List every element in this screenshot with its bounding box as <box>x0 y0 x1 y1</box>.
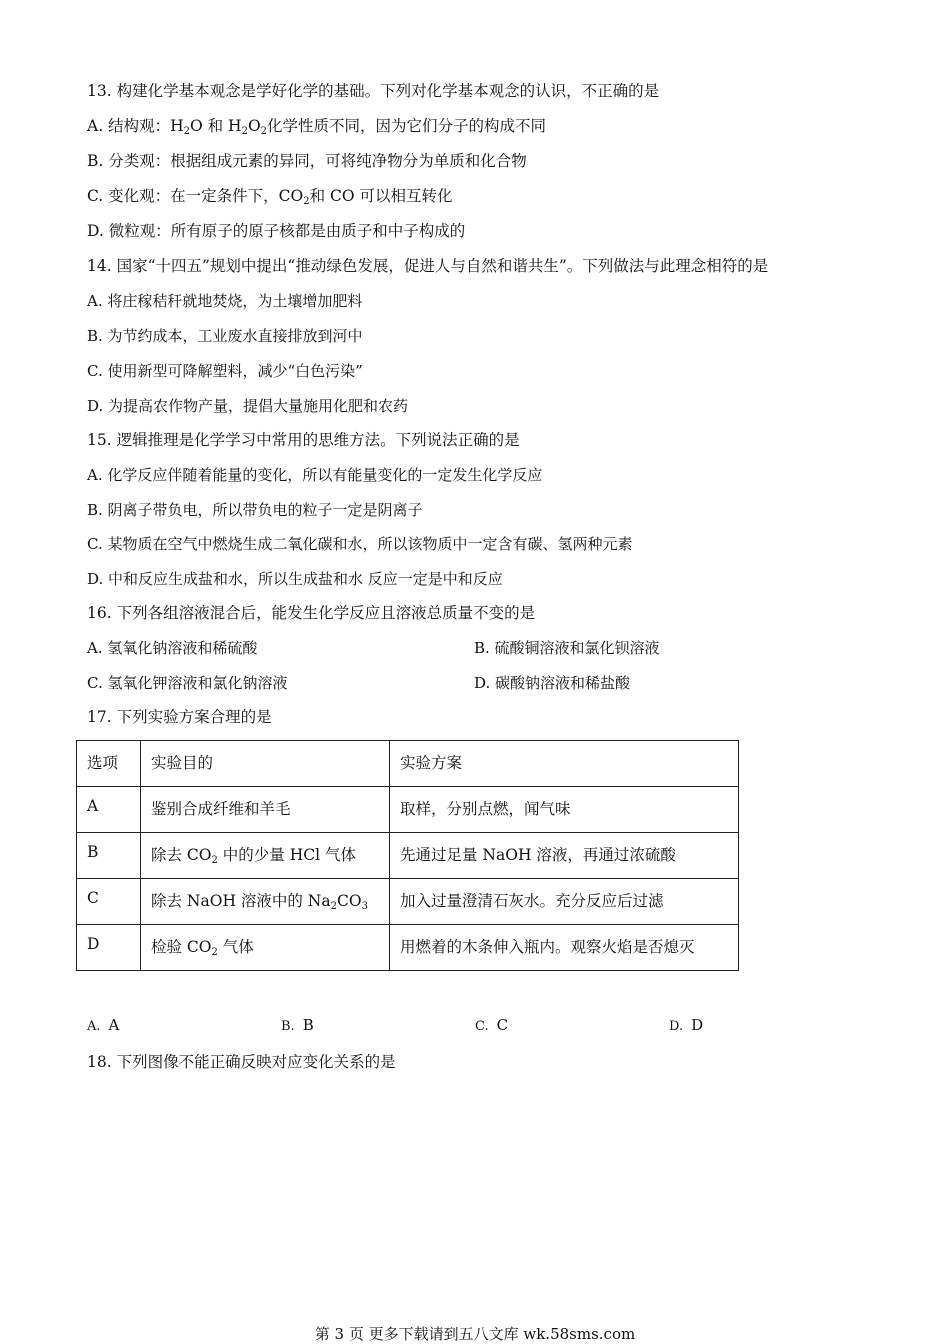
row-plan: 用燃着的木条伸入瓶内。观察火焰是否熄灭 <box>390 925 739 971</box>
q17-answer-c: C. C <box>475 1016 509 1034</box>
row-plan: 加入过量澄清石灰水。充分反应后过滤 <box>390 879 739 925</box>
q16-option-b: B. 硫酸铜溶液和氯化钡溶液 <box>474 639 660 657</box>
q14-option-a: A. 将庄稼秸秆就地焚烧，为土壤增加肥料 <box>87 292 363 310</box>
row-purpose: 除去 $CO_2$ 中的少量 HCl 气体 <box>141 833 390 879</box>
q14-option-d: D. 为提高农作物产量，提倡大量施用化肥和农药 <box>87 397 409 415</box>
q13-option-c: C. 变化观：在一定条件下，$CO_2$和 CO 可以相互转化 <box>87 187 453 207</box>
row-option: D <box>77 925 141 971</box>
row-plan: 取样，分别点燃，闻气味 <box>390 787 739 833</box>
q15-option-b: B. 阴离子带负电，所以带负电的粒子一定是阴离子 <box>87 501 423 519</box>
table-row <box>77 833 739 879</box>
row-purpose: 除去 NaOH 溶液中的 $Na_2CO_3$ <box>141 879 390 925</box>
row-plan: 先通过足量 NaOH 溶液，再通过浓硫酸 <box>390 833 739 879</box>
experiment-table <box>76 740 739 971</box>
table-row <box>77 879 739 925</box>
q13-option-b: B. 分类观：根据组成元素的异同，可将纯净物分为单质和化合物 <box>87 152 527 170</box>
q15-stem: 15. 逻辑推理是化学学习中常用的思维方法。下列说法正确的是 <box>87 431 520 449</box>
table-row <box>77 787 739 833</box>
row-option: B <box>77 833 141 879</box>
header-plan: 实验方案 <box>390 741 739 787</box>
q13-stem: 13. 构建化学基本观念是学好化学的基础。下列对化学基本观念的认识，不正确的是 <box>87 82 660 100</box>
q17-answer-b: B. B <box>281 1016 314 1034</box>
q17-stem: 17. 下列实验方案合理的是 <box>87 708 272 726</box>
row-purpose: 检验 $CO_2$ 气体 <box>141 925 390 971</box>
q16-option-a: A. 氢氧化钠溶液和稀硫酸 <box>87 639 258 657</box>
q16-option-c: C. 氢氧化钾溶液和氯化钠溶液 <box>87 674 288 692</box>
header-purpose: 实验目的 <box>141 741 390 787</box>
row-purpose: 鉴别合成纤维和羊毛 <box>141 787 390 833</box>
q16-stem: 16. 下列各组溶液混合后，能发生化学反应且溶液总质量不变的是 <box>87 604 536 622</box>
q18-stem: 18. 下列图像不能正确反映对应变化关系的是 <box>87 1053 396 1071</box>
q15-option-c: C. 某物质在空气中燃烧生成二氧化碳和水，所以该物质中一定含有碳、氢两种元素 <box>87 535 633 553</box>
header-option: 选项 <box>77 741 141 787</box>
q17-answer-d: D. D <box>669 1016 704 1034</box>
page-footer: 第 3 页 更多下载请到五八文库 wk.58sms.com <box>314 1325 636 1343</box>
row-option: A <box>77 787 141 833</box>
table-row <box>77 925 739 971</box>
q15-option-d: D. 中和反应生成盐和水，所以生成盐和水 反应一定是中和反应 <box>87 570 503 588</box>
q17-answer-a: A. A <box>87 1016 120 1034</box>
q13-option-d: D. 微粒观：所有原子的原子核都是由质子和中子构成的 <box>87 222 466 240</box>
q16-option-d: D. 碳酸钠溶液和稀盐酸 <box>474 674 631 692</box>
table-header-row <box>77 741 739 787</box>
q14-stem: 14. 国家“十四五”规划中提出“推动绿色发展，促进人与自然和谐共生”。下列做法与此理念相符的是 <box>87 257 769 275</box>
row-option: C <box>77 879 141 925</box>
q14-option-c: C. 使用新型可降解塑料，减少“白色污染” <box>87 362 363 380</box>
q13-option-a: A. 结构观：$H_2O$ 和 $H_2O_2$化学性质不同，因为它们分子的构成不同 <box>87 117 547 137</box>
q14-option-b: B. 为节约成本，工业废水直接排放到河中 <box>87 327 363 345</box>
q15-option-a: A. 化学反应伴随着能量的变化，所以有能量变化的一定发生化学反应 <box>87 466 543 484</box>
